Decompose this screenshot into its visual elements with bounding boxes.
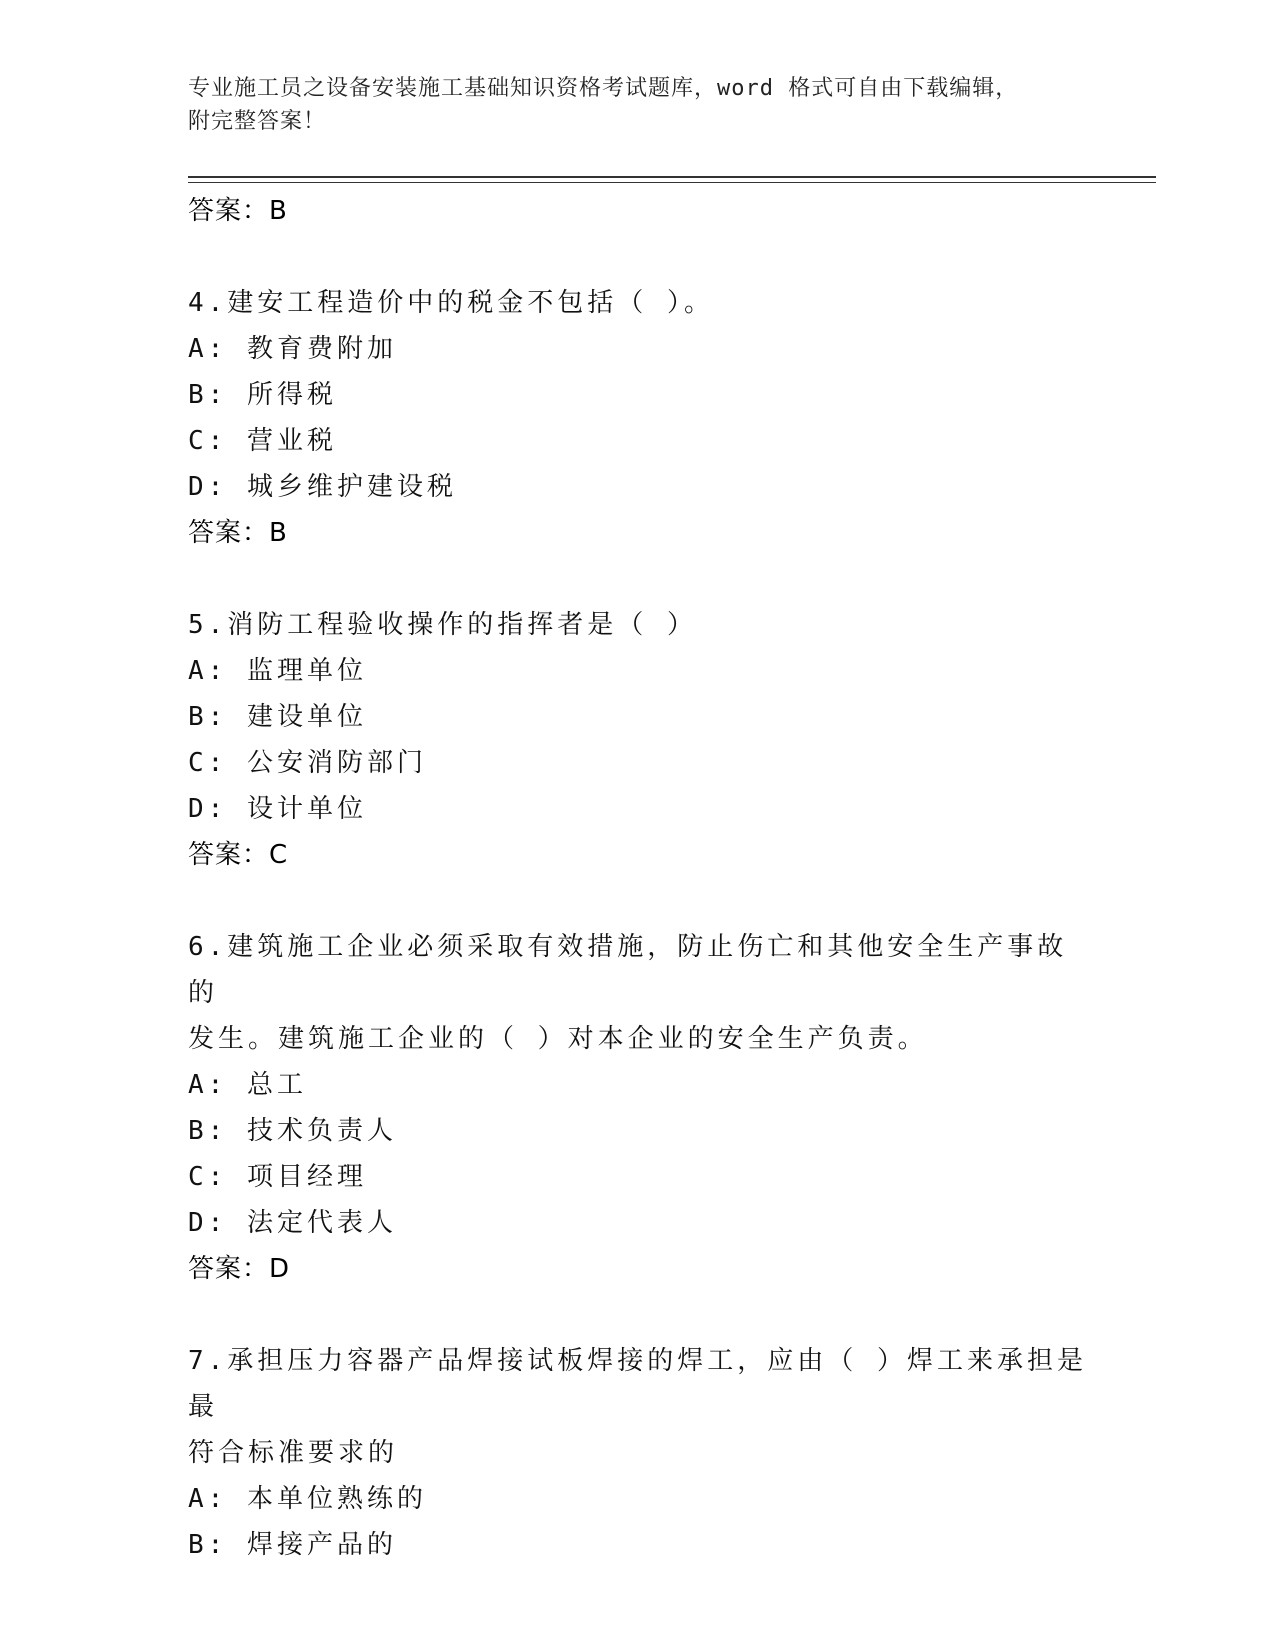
question-5 bbox=[188, 602, 1088, 878]
option-b: B: 建设单位 bbox=[188, 702, 367, 732]
header-line-1: 专业施工员之设备安装施工基础知识资格考试题库，word 格式可自由下载编辑， bbox=[188, 76, 1019, 101]
option-c: C: 营业税 bbox=[188, 426, 337, 456]
answer-previous: 答案：B bbox=[188, 196, 288, 226]
question-stem: 7.承担压力容器产品焊接试板焊接的焊工，应由（ ）焊工来承担是最 bbox=[188, 1346, 1087, 1422]
header-line-2: 附完整答案！ bbox=[188, 109, 327, 134]
question-stem: 4.建安工程造价中的税金不包括（ ）。 bbox=[188, 288, 714, 318]
header-rule-thin bbox=[188, 182, 1156, 183]
option-a: A: 教育费附加 bbox=[188, 334, 397, 364]
option-a: A: 本单位熟练的 bbox=[188, 1484, 427, 1514]
question-stem-continued: 发生。建筑施工企业的（ ）对本企业的安全生产负责。 bbox=[188, 1024, 928, 1054]
option-c: C: 项目经理 bbox=[188, 1162, 367, 1192]
question-list bbox=[188, 188, 1088, 1568]
option-d: D: 城乡维护建设税 bbox=[188, 472, 457, 502]
question-4 bbox=[188, 280, 1088, 556]
header-rule-thick bbox=[188, 176, 1156, 178]
answer: 答案：C bbox=[188, 840, 289, 870]
option-b: B: 所得税 bbox=[188, 380, 337, 410]
answer: 答案：D bbox=[188, 1254, 291, 1284]
question-stem-continued: 符合标准要求的 bbox=[188, 1438, 399, 1468]
option-d: D: 法定代表人 bbox=[188, 1208, 397, 1238]
question-7 bbox=[188, 1338, 1088, 1568]
question-6 bbox=[188, 924, 1088, 1292]
question-stem: 6.建筑施工企业必须采取有效措施，防止伤亡和其他安全生产事故的 bbox=[188, 932, 1068, 1008]
option-c: C: 公安消防部门 bbox=[188, 748, 427, 778]
option-a: A: 监理单位 bbox=[188, 656, 367, 686]
question-stem: 5.消防工程验收操作的指挥者是（ ） bbox=[188, 610, 697, 640]
answer: 答案：B bbox=[188, 518, 288, 548]
option-d: D: 设计单位 bbox=[188, 794, 367, 824]
option-a: A: 总工 bbox=[188, 1070, 307, 1100]
option-b: B: 技术负责人 bbox=[188, 1116, 397, 1146]
document-header bbox=[188, 72, 1088, 138]
option-b: B: 焊接产品的 bbox=[188, 1530, 397, 1560]
